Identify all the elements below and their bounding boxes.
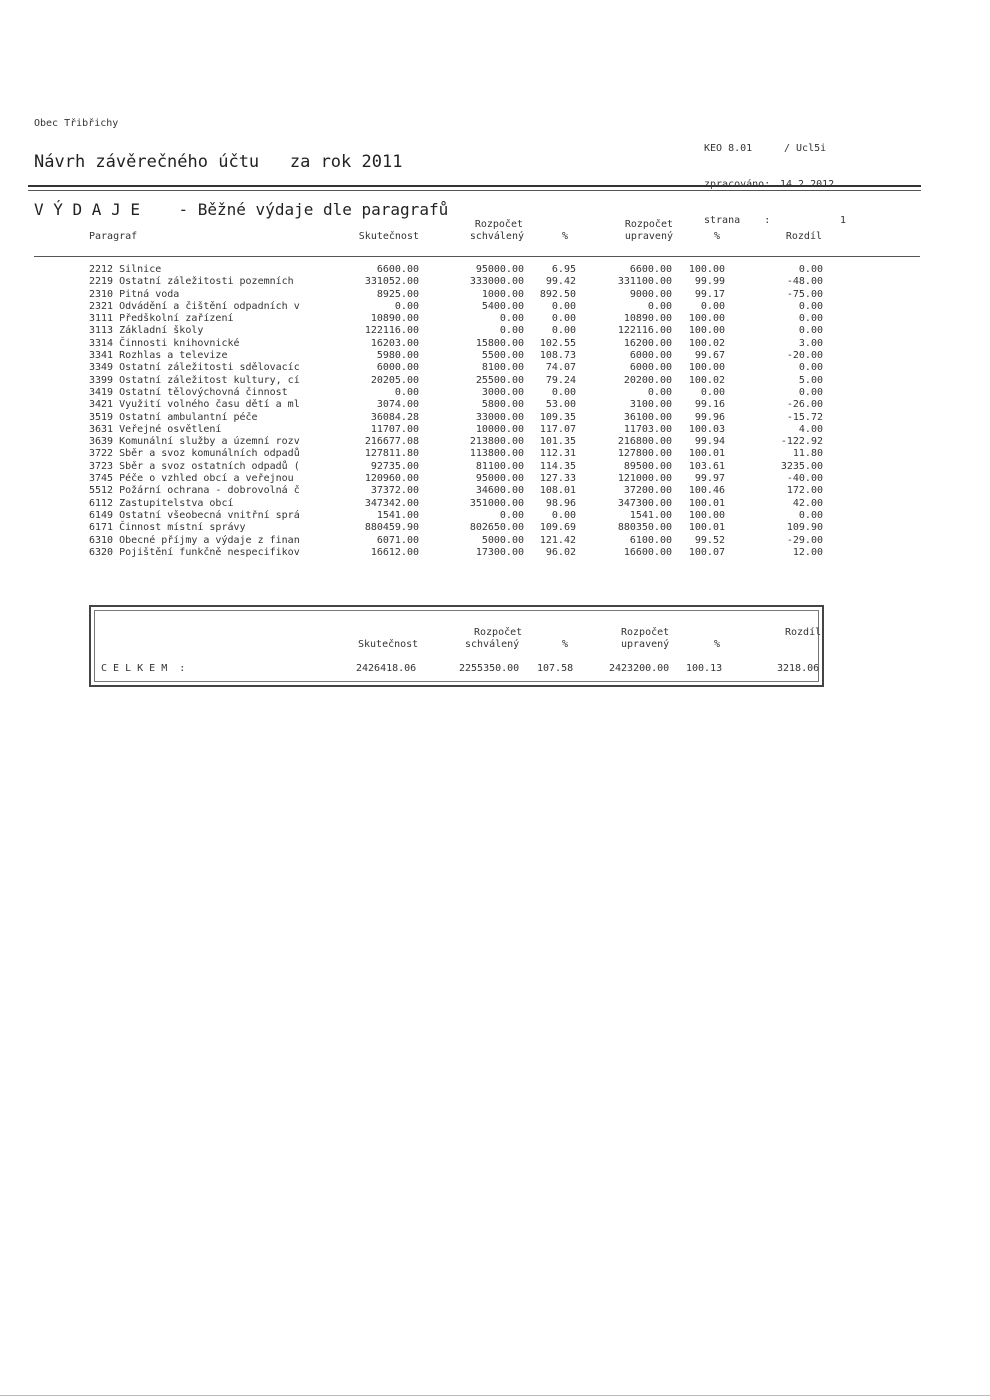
table-row <box>0 522 990 534</box>
row-difference: 11.80 <box>792 448 823 460</box>
col-approved: schválený <box>469 231 524 242</box>
row-pct-approved: 0.00 <box>551 509 576 521</box>
row-difference: 0.00 <box>798 264 823 275</box>
row-pct-adjusted: 100.00 <box>688 362 725 374</box>
page-bottom-edge <box>0 1395 990 1396</box>
page-label: strana : <box>704 215 771 226</box>
row-actual: 16612.00 <box>370 546 419 558</box>
document-title: Návrh závěrečného účtu za rok 2011 <box>34 152 403 172</box>
row-adjusted: 16200.00 <box>623 337 672 349</box>
row-approved: 34600.00 <box>475 485 524 497</box>
row-adjusted: 89500.00 <box>623 460 672 472</box>
row-pct-approved: 79.24 <box>545 374 576 386</box>
row-adjusted: 3100.00 <box>629 399 672 411</box>
total-actual: 2426418.06 <box>356 663 417 674</box>
row-actual: 92735.00 <box>370 460 419 472</box>
row-actual: 120960.00 <box>364 473 419 485</box>
row-pct-approved: 127.33 <box>539 473 576 485</box>
table-header <box>0 219 990 249</box>
row-approved: 5800.00 <box>481 399 524 411</box>
row-actual: 331052.00 <box>364 276 419 288</box>
total-actual-header: Skutečnost <box>358 639 419 650</box>
row-pct-approved: 99.42 <box>545 276 576 288</box>
table-row <box>0 325 990 337</box>
row-difference: -20.00 <box>786 350 823 362</box>
row-paragraph: 6112 Zastupitelstva obcí <box>89 497 234 509</box>
table-row <box>0 375 990 387</box>
row-pct-adjusted: 100.01 <box>688 522 725 534</box>
row-difference: 3235.00 <box>780 460 823 472</box>
table-row <box>0 387 990 399</box>
row-adjusted: 127800.00 <box>617 448 672 460</box>
table-row <box>0 338 990 350</box>
row-pct-adjusted: 99.52 <box>694 534 725 546</box>
row-actual: 0.00 <box>394 300 419 312</box>
row-approved: 8100.00 <box>481 362 524 374</box>
row-difference: -40.00 <box>786 473 823 485</box>
table-row <box>0 424 990 436</box>
total-approved-header: schválený <box>465 639 520 650</box>
total-pct-approved: 107.58 <box>537 663 574 674</box>
row-pct-adjusted: 100.07 <box>688 546 725 558</box>
table-header-rule <box>34 256 920 257</box>
row-pct-adjusted: 100.01 <box>688 497 725 509</box>
table-row <box>0 498 990 510</box>
total-difference: 3218.06 <box>777 663 820 674</box>
table-row <box>0 436 990 448</box>
row-pct-approved: 6.95 <box>551 264 576 275</box>
row-pct-approved: 0.00 <box>551 325 576 337</box>
col-paragraph: Paragraf <box>89 231 138 242</box>
row-pct-adjusted: 0.00 <box>700 386 725 398</box>
row-actual: 5980.00 <box>376 350 419 362</box>
row-adjusted: 6100.00 <box>629 534 672 546</box>
row-approved: 25500.00 <box>475 374 524 386</box>
row-paragraph: 3419 Ostatní tělovýchovná činnost <box>89 386 288 398</box>
table-row <box>0 362 990 374</box>
table-row <box>0 264 990 276</box>
row-approved: 10000.00 <box>475 423 524 435</box>
row-adjusted: 880350.00 <box>617 522 672 534</box>
row-adjusted: 347300.00 <box>617 497 672 509</box>
row-approved: 15800.00 <box>475 337 524 349</box>
row-approved: 3000.00 <box>481 386 524 398</box>
row-difference: 172.00 <box>786 485 823 497</box>
row-adjusted: 36100.00 <box>623 411 672 423</box>
row-adjusted: 6600.00 <box>629 264 672 275</box>
row-adjusted: 1541.00 <box>629 509 672 521</box>
row-pct-adjusted: 99.97 <box>694 473 725 485</box>
table-row <box>0 473 990 485</box>
row-approved: 351000.00 <box>469 497 524 509</box>
total-pct2-header: % <box>714 639 721 650</box>
row-difference: 12.00 <box>792 546 823 558</box>
row-adjusted: 6000.00 <box>629 350 672 362</box>
row-adjusted: 121000.00 <box>617 473 672 485</box>
row-paragraph: 5512 Požární ochrana - dobrovolná č <box>89 485 300 497</box>
row-pct-approved: 0.00 <box>551 300 576 312</box>
row-adjusted: 16600.00 <box>623 546 672 558</box>
total-adjusted-header: upravený <box>621 639 670 650</box>
row-approved: 95000.00 <box>475 264 524 275</box>
row-pct-adjusted: 99.99 <box>694 276 725 288</box>
row-paragraph: 3341 Rozhlas a televize <box>89 350 228 362</box>
row-adjusted: 9000.00 <box>629 288 672 300</box>
row-paragraph: 3421 Využití volného času dětí a ml <box>89 399 300 411</box>
row-actual: 0.00 <box>394 386 419 398</box>
row-pct-approved: 0.00 <box>551 386 576 398</box>
row-actual: 6600.00 <box>376 264 419 275</box>
row-pct-approved: 96.02 <box>545 546 576 558</box>
row-pct-approved: 108.73 <box>539 350 576 362</box>
table-row <box>0 350 990 362</box>
row-pct-adjusted: 103.61 <box>688 460 725 472</box>
row-difference: 0.00 <box>798 509 823 521</box>
row-pct-adjusted: 100.46 <box>688 485 725 497</box>
row-approved: 5500.00 <box>481 350 524 362</box>
col-difference: Rozdíl <box>785 231 822 242</box>
row-pct-adjusted: 99.16 <box>694 399 725 411</box>
row-approved: 33000.00 <box>475 411 524 423</box>
row-paragraph: 3745 Péče o vzhled obcí a veřejnou <box>89 473 294 485</box>
row-actual: 216677.08 <box>364 436 419 448</box>
table-body <box>0 264 990 559</box>
row-difference: 5.00 <box>798 374 823 386</box>
header-rule-bottom <box>28 190 921 191</box>
row-approved: 95000.00 <box>475 473 524 485</box>
row-pct-approved: 53.00 <box>545 399 576 411</box>
row-pct-approved: 74.07 <box>545 362 576 374</box>
row-paragraph: 3314 Činnosti knihovnické <box>89 337 240 349</box>
total-box <box>89 605 824 687</box>
row-pct-adjusted: 99.67 <box>694 350 725 362</box>
col-pct-adjusted: % <box>713 231 720 242</box>
row-actual: 11707.00 <box>370 423 419 435</box>
row-pct-adjusted: 100.00 <box>688 325 725 337</box>
row-pct-adjusted: 100.03 <box>688 423 725 435</box>
row-pct-adjusted: 99.94 <box>694 436 725 448</box>
row-pct-approved: 102.55 <box>539 337 576 349</box>
table-row <box>0 412 990 424</box>
row-pct-approved: 117.07 <box>539 423 576 435</box>
row-approved: 113800.00 <box>469 448 524 460</box>
row-difference: -48.00 <box>786 276 823 288</box>
row-difference: -15.72 <box>786 411 823 423</box>
table-row <box>0 313 990 325</box>
row-actual: 1541.00 <box>376 509 419 521</box>
row-paragraph: 3113 Základní školy <box>89 325 204 337</box>
row-adjusted: 37200.00 <box>623 485 672 497</box>
header-rule-top <box>28 185 921 187</box>
row-actual: 37372.00 <box>370 485 419 497</box>
row-paragraph: 3349 Ostatní záležitosti sdělovacíc <box>89 362 300 374</box>
row-pct-adjusted: 100.02 <box>688 337 725 349</box>
table-row <box>0 448 990 460</box>
row-difference: -26.00 <box>786 399 823 411</box>
report-code-label: KEO 8.01 <box>704 143 753 154</box>
row-pct-adjusted: 100.00 <box>688 509 725 521</box>
row-approved: 333000.00 <box>469 276 524 288</box>
row-difference: 4.00 <box>798 423 823 435</box>
row-pct-approved: 0.00 <box>551 313 576 325</box>
total-pct-adjusted: 100.13 <box>686 663 723 674</box>
row-approved: 1000.00 <box>481 288 524 300</box>
row-paragraph: 3519 Ostatní ambulantní péče <box>89 411 258 423</box>
table-row <box>0 485 990 497</box>
total-approved-budget-label: Rozpočet <box>474 627 523 638</box>
table-row <box>0 547 990 559</box>
row-pct-approved: 114.35 <box>539 460 576 472</box>
row-paragraph: 2310 Pitná voda <box>89 288 180 300</box>
row-pct-approved: 98.96 <box>545 497 576 509</box>
total-adjusted: 2423200.00 <box>609 663 670 674</box>
row-pct-adjusted: 99.96 <box>694 411 725 423</box>
row-paragraph: 6310 Obecné příjmy a výdaje z finan <box>89 534 300 546</box>
row-paragraph: 3723 Sběr a svoz ostatních odpadů ( <box>89 460 300 472</box>
row-paragraph: 2219 Ostatní záležitosti pozemních <box>89 276 294 288</box>
row-pct-approved: 112.31 <box>539 448 576 460</box>
table-row <box>0 301 990 313</box>
row-adjusted: 331100.00 <box>617 276 672 288</box>
row-pct-adjusted: 99.17 <box>694 288 725 300</box>
row-pct-adjusted: 100.01 <box>688 448 725 460</box>
row-pct-approved: 101.35 <box>539 436 576 448</box>
row-adjusted: 20200.00 <box>623 374 672 386</box>
row-paragraph: 3639 Komunální služby a územní rozv <box>89 436 300 448</box>
row-actual: 127811.80 <box>364 448 419 460</box>
row-approved: 5000.00 <box>481 534 524 546</box>
total-approved: 2255350.00 <box>459 663 520 674</box>
table-row <box>0 399 990 411</box>
row-approved: 213800.00 <box>469 436 524 448</box>
row-difference: -122.92 <box>780 436 823 448</box>
row-actual: 8925.00 <box>376 288 419 300</box>
row-paragraph: 3111 Předškolní zařízení <box>89 313 234 325</box>
row-paragraph: 6171 Činnost místní správy <box>89 522 246 534</box>
row-paragraph: 2212 Silnice <box>89 264 162 275</box>
row-pct-approved: 121.42 <box>539 534 576 546</box>
row-approved: 0.00 <box>499 325 524 337</box>
col-pct-approved: % <box>561 231 568 242</box>
row-pct-approved: 109.69 <box>539 522 576 534</box>
page-number: 1 <box>840 215 847 226</box>
row-difference: 109.90 <box>786 522 823 534</box>
row-actual: 10890.00 <box>370 313 419 325</box>
col-approved-budget-label: Rozpočet <box>474 219 523 230</box>
total-pct1-header: % <box>562 639 569 650</box>
row-pct-adjusted: 0.00 <box>700 300 725 312</box>
col-adjusted-budget-label: Rozpočet <box>624 219 673 230</box>
row-adjusted: 11703.00 <box>623 423 672 435</box>
table-row <box>0 535 990 547</box>
municipality-name: Obec Třibřichy <box>34 118 119 129</box>
table-row <box>0 289 990 301</box>
row-pct-approved: 109.35 <box>539 411 576 423</box>
row-difference: 42.00 <box>792 497 823 509</box>
row-pct-adjusted: 100.00 <box>688 264 725 275</box>
total-difference-header: Rozdíl <box>785 627 822 638</box>
row-difference: 0.00 <box>798 362 823 374</box>
row-approved: 17300.00 <box>475 546 524 558</box>
row-difference: 3.00 <box>798 337 823 349</box>
row-adjusted: 0.00 <box>647 300 672 312</box>
row-actual: 122116.00 <box>364 325 419 337</box>
col-adjusted: upravený <box>624 231 673 242</box>
row-paragraph: 3722 Sběr a svoz komunálních odpadů <box>89 448 300 460</box>
row-adjusted: 0.00 <box>647 386 672 398</box>
row-actual: 6071.00 <box>376 534 419 546</box>
row-approved: 81100.00 <box>475 460 524 472</box>
row-paragraph: 2321 Odvádění a čištění odpadních v <box>89 300 300 312</box>
row-pct-approved: 892.50 <box>539 288 576 300</box>
row-approved: 5400.00 <box>481 300 524 312</box>
row-difference: -75.00 <box>786 288 823 300</box>
col-actual: Skutečnost <box>358 231 419 242</box>
row-pct-adjusted: 100.00 <box>688 313 725 325</box>
row-actual: 16203.00 <box>370 337 419 349</box>
row-pct-approved: 108.01 <box>539 485 576 497</box>
row-actual: 880459.90 <box>364 522 419 534</box>
row-actual: 6000.00 <box>376 362 419 374</box>
row-difference: 0.00 <box>798 313 823 325</box>
row-paragraph: 3631 Veřejné osvětlení <box>89 423 222 435</box>
table-row <box>0 461 990 473</box>
row-difference: 0.00 <box>798 386 823 398</box>
table-row <box>0 276 990 288</box>
section-title: V Ý D A J E - Běžné výdaje dle paragrafů <box>34 200 449 219</box>
row-adjusted: 6000.00 <box>629 362 672 374</box>
report-code-value: / Ucl5i <box>784 143 827 154</box>
row-adjusted: 10890.00 <box>623 313 672 325</box>
row-pct-adjusted: 100.02 <box>688 374 725 386</box>
row-difference: 0.00 <box>798 300 823 312</box>
row-paragraph: 6149 Ostatní všeobecná vnitřní sprá <box>89 509 300 521</box>
row-approved: 0.00 <box>499 313 524 325</box>
row-actual: 36084.28 <box>370 411 419 423</box>
row-approved: 802650.00 <box>469 522 524 534</box>
total-label: C E L K E M : <box>101 663 186 674</box>
row-adjusted: 122116.00 <box>617 325 672 337</box>
row-difference: -29.00 <box>786 534 823 546</box>
row-paragraph: 6320 Pojištění funkčně nespecifikov <box>89 546 300 558</box>
row-paragraph: 3399 Ostatní záležitost kultury, cí <box>89 374 300 386</box>
row-approved: 0.00 <box>499 509 524 521</box>
row-difference: 0.00 <box>798 325 823 337</box>
row-actual: 3074.00 <box>376 399 419 411</box>
row-adjusted: 216800.00 <box>617 436 672 448</box>
row-actual: 20205.00 <box>370 374 419 386</box>
row-actual: 347342.00 <box>364 497 419 509</box>
table-row <box>0 510 990 522</box>
total-adjusted-budget-label: Rozpočet <box>621 627 670 638</box>
